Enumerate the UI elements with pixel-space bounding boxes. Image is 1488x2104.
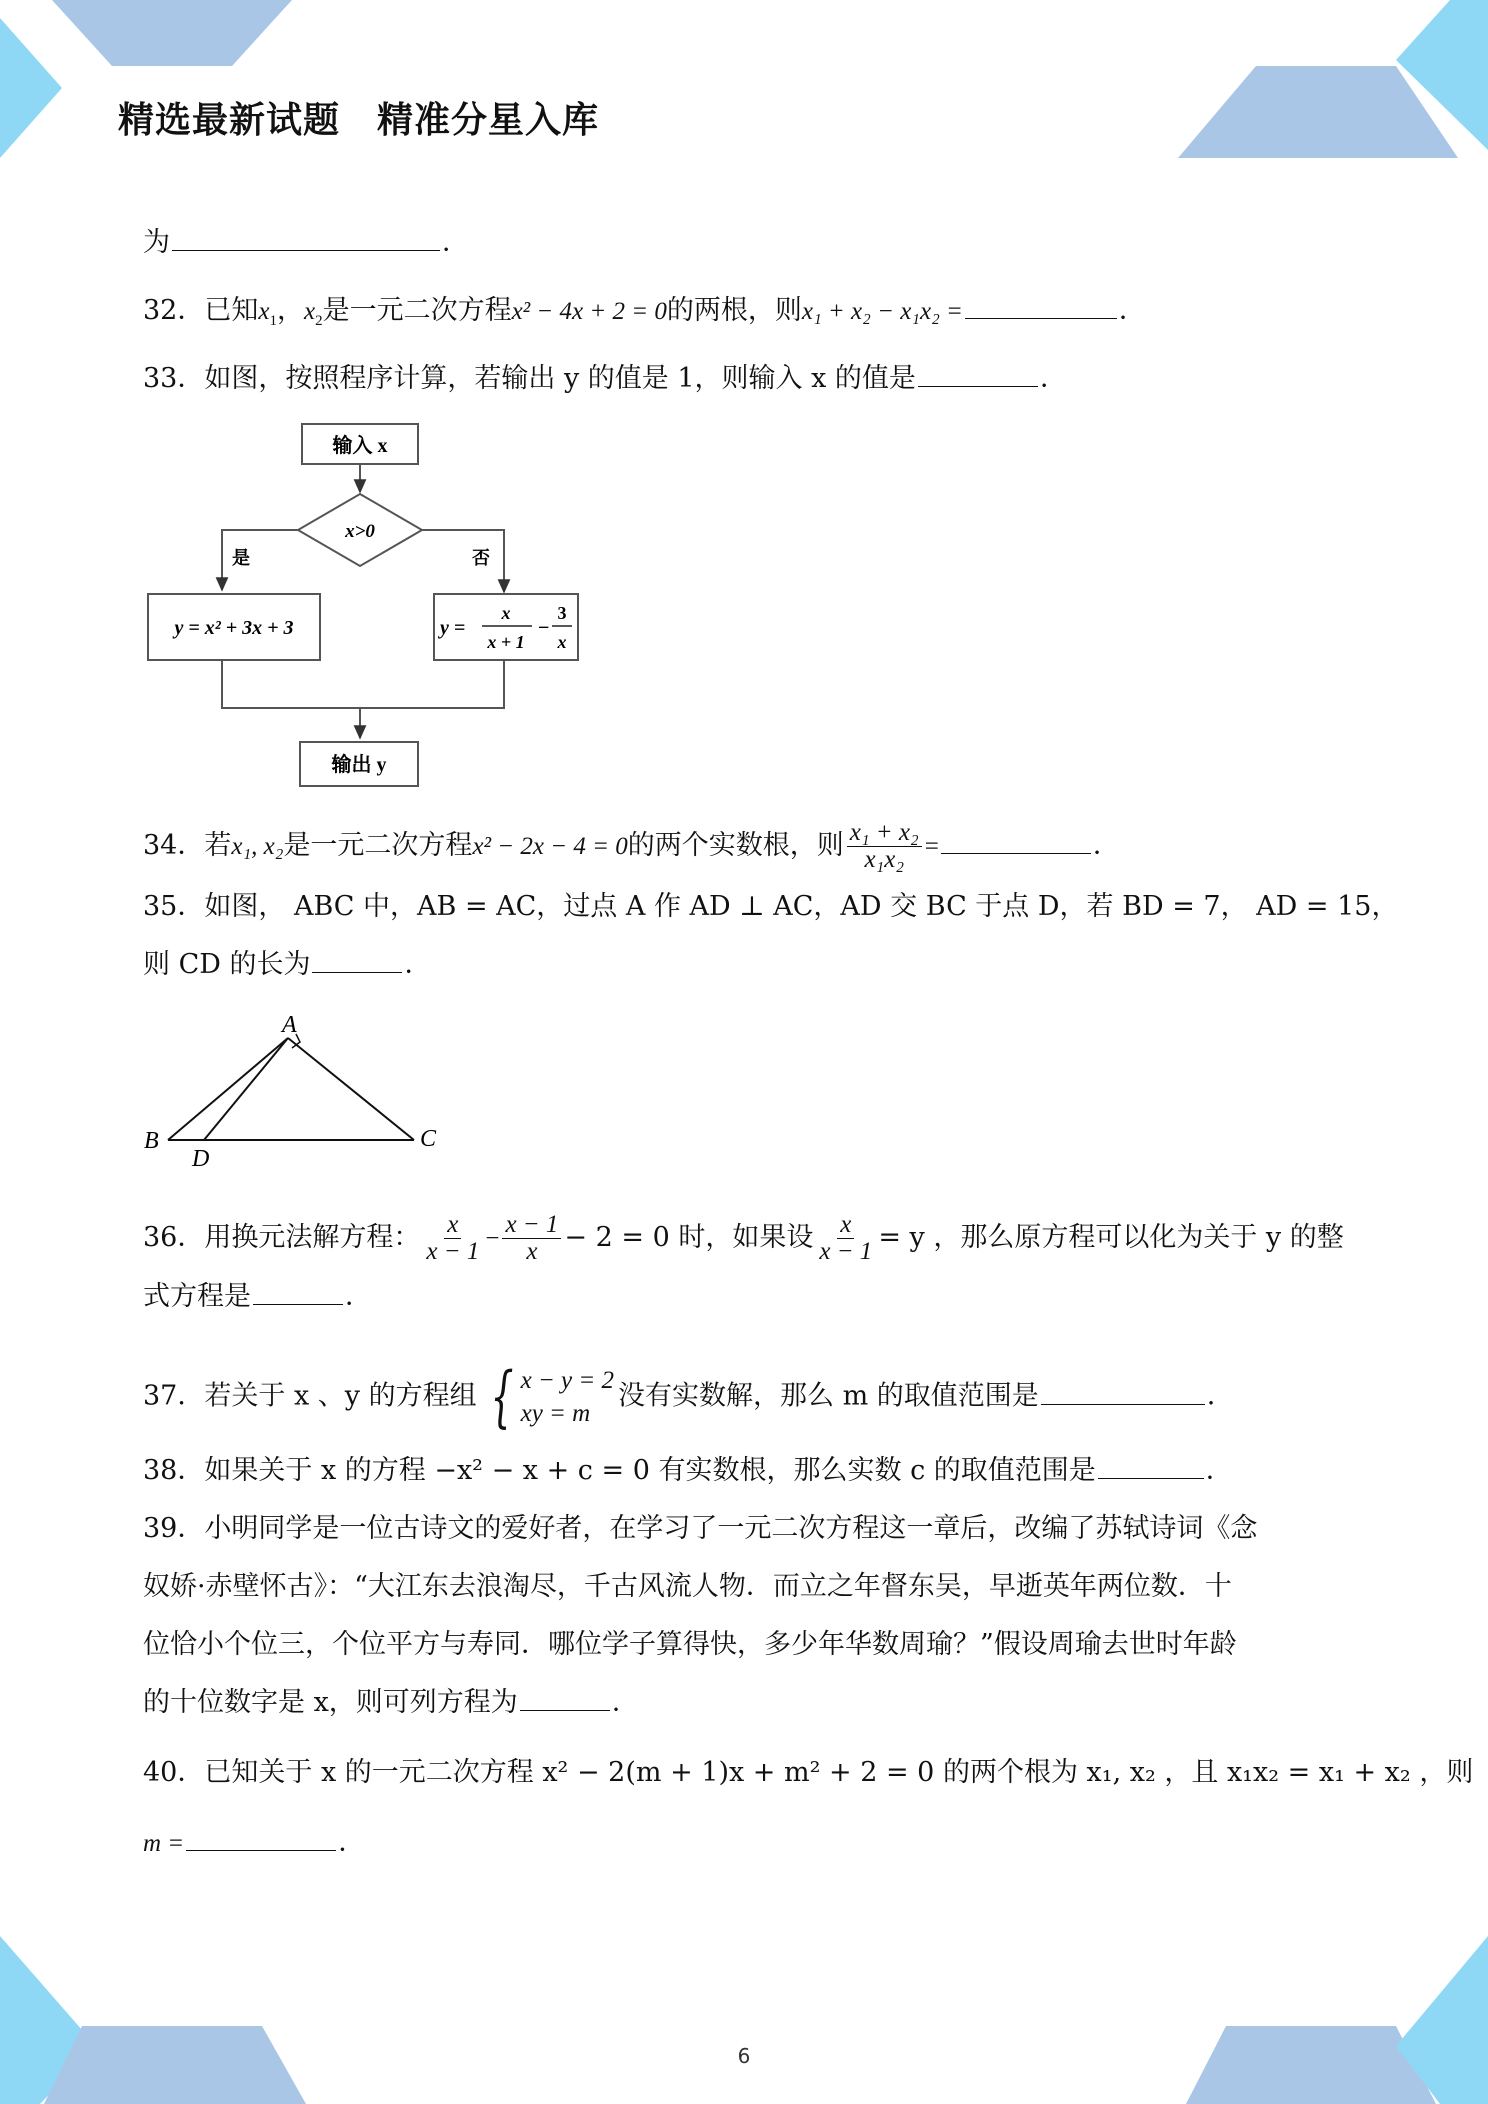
q34-frac-num: x₁ + x₂ — [847, 820, 922, 847]
q36-f3-den: x − 1 — [819, 1238, 873, 1265]
flow-output-label: 输出 y — [331, 754, 387, 776]
label-A: A — [282, 1012, 297, 1038]
question-35-line2 — [143, 948, 431, 982]
q34-vars: x₁, x₂ — [231, 833, 284, 860]
flow-no-frac2-num: 3 — [557, 603, 567, 623]
question-39-line2 — [143, 1570, 1232, 1604]
label-C: C — [420, 1126, 437, 1152]
segment-AB — [168, 1038, 288, 1140]
q32-expression: x₁ + x₂ − x₁x₂ = — [801, 298, 963, 325]
q32-sep: ， — [276, 295, 304, 326]
q36-after: = y ，那么原方程可以化为关于 y 的整 — [878, 1222, 1344, 1253]
flow-no-minus: − — [538, 617, 550, 639]
label-B: B — [144, 1128, 159, 1154]
deco-bottom-left-tri — [0, 1936, 96, 2104]
q32-var-x2: $x_2$ — [303, 298, 323, 329]
q37-after: 没有实数解，那么 m 的取值范围是 — [618, 1380, 1039, 1412]
q37-end: ． — [1206, 1380, 1234, 1412]
q32-var-x1: $x_1$ — [258, 298, 277, 329]
question-38 — [143, 1454, 1233, 1488]
q32-answer-blank — [965, 294, 1117, 319]
q40-number: 40． — [143, 1757, 205, 1788]
q37-number: 37． — [143, 1380, 205, 1412]
question-37 — [143, 1358, 1234, 1435]
q39-line3: 位恰小个位三，个位平方与寿同．哪位学子算得快，多少年华数周瑜？”假设周瑜去世时年龄 — [143, 1629, 1237, 1660]
q35-line1: 如图， ABC 中，AB = AC，过点 A 作 AD ⊥ AC，AD 交 BC 于点 D，若 BD = 7， AD = 15， — [204, 891, 1399, 922]
q33-answer-blank — [918, 362, 1038, 387]
q37-equation-system: { x − y = 2 xy = m — [490, 1358, 615, 1435]
q34-prefix: 若 — [204, 830, 232, 861]
q34-eqsign: = — [924, 833, 939, 860]
q35-triangle-figure — [138, 1002, 458, 1182]
q34-after: 的两个实数根，则 — [627, 830, 844, 861]
flow-no-label: 否 — [472, 548, 490, 568]
flow-yes-formula: y = x² + 3x + 3 — [174, 617, 294, 639]
question-34 — [143, 820, 1120, 873]
q40-end: ． — [338, 1827, 366, 1858]
q40-line2: m = — [143, 1830, 185, 1857]
q36-line2: 式方程是 — [143, 1281, 251, 1312]
deco-bottom-right-tri — [1396, 1936, 1488, 2104]
q32-prefix: 已知 — [204, 295, 259, 326]
flow-input-label: 输入 x — [332, 435, 388, 457]
q38-text: 如果关于 x 的方程 −x² − x + c = 0 有实数根，那么实数 c 的取值范围是 — [204, 1455, 1096, 1486]
q38-end: ． — [1205, 1455, 1233, 1486]
q37-row2: xy = m — [520, 1400, 591, 1427]
deco-top-left-tri — [0, 18, 62, 158]
q37-prefix: 若关于 x 、y 的方程组 — [204, 1380, 477, 1412]
q39-line4: 的十位数字是 x，则可列方程为 — [143, 1687, 518, 1718]
q37-answer-blank — [1041, 1380, 1205, 1405]
q33-flowchart — [140, 412, 590, 798]
q37-row1: x − y = 2 — [520, 1367, 615, 1394]
q36-rest: − 2 = 0 时，如果设 — [564, 1222, 814, 1253]
q36-f2-den: x — [526, 1238, 538, 1265]
q36-fraction-1 — [423, 1212, 482, 1265]
page-number: 6 — [737, 2044, 751, 2068]
question-36-line1 — [143, 1212, 1344, 1265]
q35-end: ． — [404, 949, 432, 980]
flow-no-frac1-den: x + 1 — [487, 632, 525, 652]
q35-line2: 则 CD 的长为 — [143, 949, 311, 980]
q39-answer-blank — [520, 1686, 610, 1711]
q33-number: 33． — [143, 363, 205, 394]
q34-answer-blank — [941, 829, 1091, 854]
question-40-line2 — [143, 1826, 365, 1861]
q39-number: 39． — [143, 1513, 205, 1544]
q36-answer-blank — [253, 1280, 343, 1305]
q39-line1: 小明同学是一位古诗文的爱好者，在学习了一元二次方程这一章后，改编了苏轼诗词《念 — [204, 1513, 1258, 1544]
q36-f1-num: x — [444, 1212, 461, 1239]
flow-no-frac2-den: x — [557, 632, 567, 652]
q34-frac-den: x₁x₂ — [864, 846, 905, 873]
q34-number: 34． — [143, 830, 205, 861]
question-32 — [143, 294, 1146, 338]
q31-answer-blank — [172, 226, 440, 251]
question-39-line1 — [143, 1512, 1257, 1546]
q39-end: ． — [611, 1687, 639, 1718]
q36-fraction-2 — [502, 1212, 561, 1265]
q32-equation: x² − 4x + 2 = 0 — [511, 298, 667, 325]
q36-minus: − — [485, 1225, 500, 1252]
question-39-line4 — [143, 1686, 639, 1720]
flow-no-formula-prefix: y = — [440, 617, 466, 639]
q31-tail-text: 为 — [143, 227, 170, 258]
q33-text: 如图，按照程序计算，若输出 y 的值是 1，则输入 x 的值是 — [204, 363, 916, 394]
q36-f2-num: x − 1 — [502, 1212, 561, 1239]
q36-f3-num: x — [837, 1212, 854, 1239]
q34-fraction — [847, 820, 922, 873]
q32-end: ． — [1118, 295, 1146, 326]
label-D: D — [192, 1146, 210, 1172]
q38-answer-blank — [1098, 1454, 1204, 1479]
q35-answer-blank — [312, 948, 402, 973]
q31-tail-line: 为 ． — [143, 227, 469, 258]
q39-line2: 奴娇·赤壁怀古》：“大江东去浪淘尽，千古风流人物．而立之年督东吴，早逝英年两位数．十 — [143, 1571, 1232, 1602]
q34-mid: 是一元二次方程 — [283, 830, 473, 861]
q32-mid: 是一元二次方程 — [322, 295, 512, 326]
q36-end: ． — [345, 1281, 372, 1312]
q36-f1-den: x − 1 — [426, 1238, 480, 1265]
segment-AC — [288, 1038, 414, 1140]
q38-number: 38． — [143, 1455, 205, 1486]
question-35-line1 — [143, 890, 1398, 924]
question-40-line1 — [143, 1756, 1473, 1790]
question-36-line2 — [143, 1280, 372, 1314]
question-33 — [143, 362, 1067, 396]
segment-AD — [204, 1038, 288, 1140]
q40-answer-blank — [186, 1826, 336, 1851]
q36-fraction-3 — [816, 1212, 875, 1265]
q34-equation: x² − 2x − 4 = 0 — [472, 833, 628, 860]
q32-number: 32． — [143, 295, 205, 326]
deco-top-right-trap — [1178, 66, 1458, 158]
q36-prefix: 用换元法解方程： — [204, 1222, 421, 1253]
flow-no-frac1-num: x — [501, 603, 511, 623]
header-title: 精选最新试题 精准分星入库 — [118, 100, 600, 141]
q33-end: ． — [1039, 363, 1067, 394]
flow-yes-label: 是 — [232, 548, 250, 568]
q32-after: 的两根，则 — [666, 295, 802, 326]
q36-number: 36． — [143, 1222, 205, 1253]
deco-top-right-tri — [1396, 0, 1488, 150]
q40-line1: 已知关于 x 的一元二次方程 x² − 2(m + 1)x + m² + 2 = 0 的两个根为 x₁, x₂ ，且 x₁x₂ = x₁ + x₂ ，则 — [204, 1757, 1474, 1788]
q34-end: ． — [1092, 830, 1120, 861]
question-39-line3 — [143, 1628, 1237, 1662]
q35-number: 35． — [143, 891, 205, 922]
deco-top-left-trap — [52, 0, 292, 66]
flow-condition-label: x>0 — [345, 521, 375, 542]
